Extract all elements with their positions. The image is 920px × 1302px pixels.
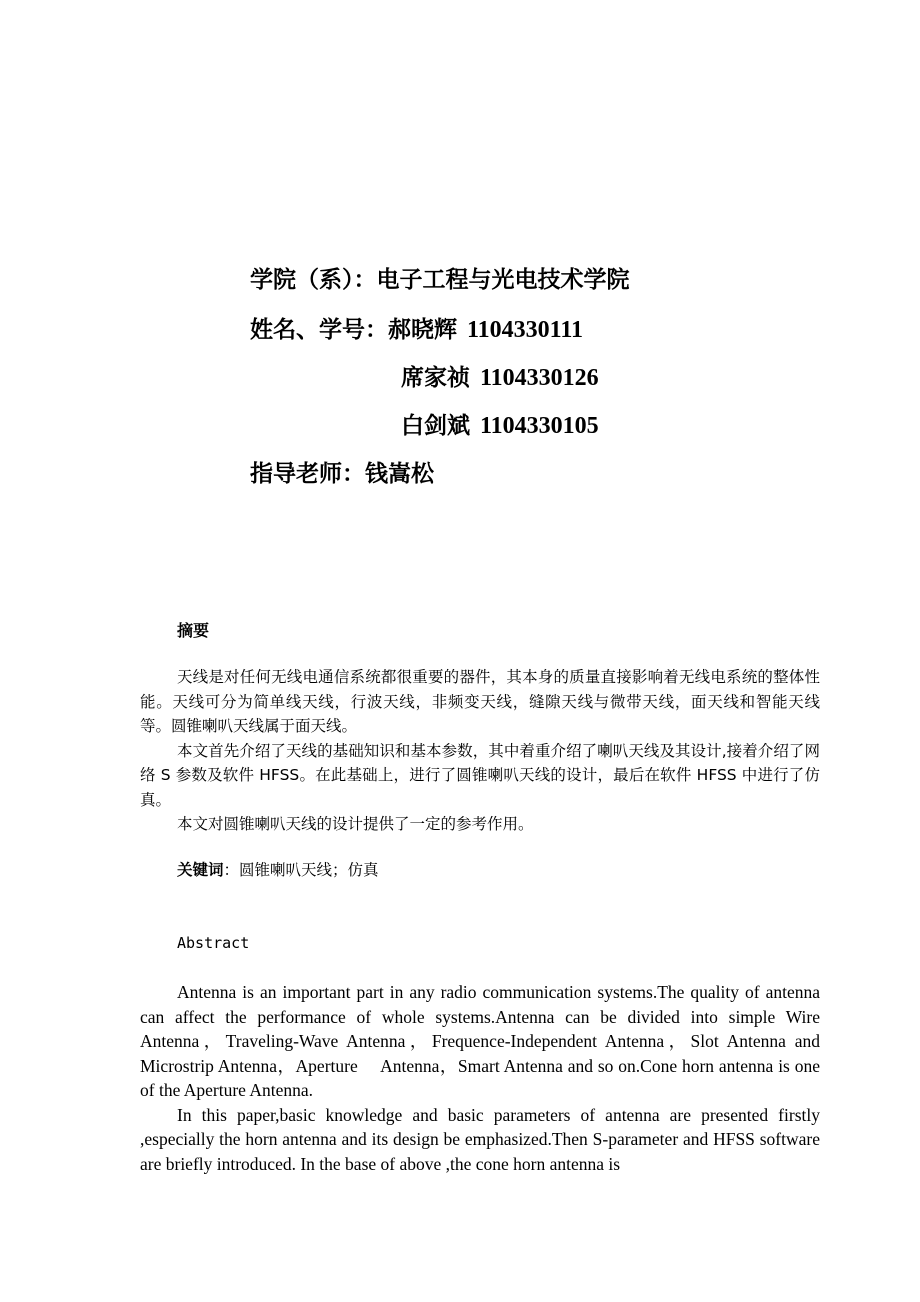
keywords-label: 关键词 [177,861,224,879]
student-line-3 [401,411,599,441]
student-line-2 [401,363,599,393]
student-name-1: 郝晓辉 [388,317,457,343]
student-name-3: 白剑斌 [401,413,470,439]
chinese-abstract-body [140,665,820,837]
college-line [250,265,630,295]
chinese-paragraph-1: 天线是对任何无线电通信系统都很重要的器件，其本身的质量直接影响着无线电系统的整体性能。天线可分为简单线天线，行波天线，非频变天线，缝隙天线与微带天线，面天线和智能天线等。圆锥喇叭天线属于面天线。 [140,668,820,735]
advisor-text: 指导老师：钱嵩松 [250,461,434,487]
college-text: 学院（系）：电子工程与光电技术学院 [250,267,630,293]
student-id-2: 1104330126 [480,365,599,391]
student-line-1 [250,315,583,345]
english-paragraph-2: In this paper,basic knowledge and basic parameters of antenna are presented firstly ,especially the horn antenna and its design be emphasized.Then S-parameter and HFSS software are briefly introduced. In the base of above ,the cone horn antenna is [140,1104,820,1174]
student-id-1: 1104330111 [467,317,584,343]
english-abstract-body [140,980,820,1176]
student-name-2: 席家祯 [401,365,470,391]
keywords-line [177,858,379,882]
keywords-text: ：圆锥喇叭天线；仿真 [223,861,379,879]
english-abstract-heading: Abstract [177,934,250,952]
advisor-line [250,459,434,489]
chinese-paragraph-2: 本文首先介绍了天线的基础知识和基本参数，其中着重介绍了喇叭天线及其设计,接着介绍了网络 S 参数及软件 HFSS。在此基础上，进行了圆锥喇叭天线的设计，最后在软件 HFSS 中进行了仿真。 [140,741,820,809]
name-id-label: 姓名、学号： [250,317,388,343]
chinese-abstract-heading: 摘要 [177,621,210,640]
student-id-3: 1104330105 [480,413,599,439]
chinese-paragraph-3: 本文对圆锥喇叭天线的设计提供了一定的参考作用。 [177,815,534,833]
english-paragraph-1: Antenna is an important part in any radio communication systems.The quality of antenna can affect the performance of whole systems.Antenna can be divided into simple Wire Antenna，Traveling-Wave Antenna，Frequence-Independent Antenna，Slot Antenna and Microstrip Antenna，Aperture Antenna，Smart Antenna and so on.Cone horn antenna is one of the Aperture Antenna. [140,982,820,1100]
